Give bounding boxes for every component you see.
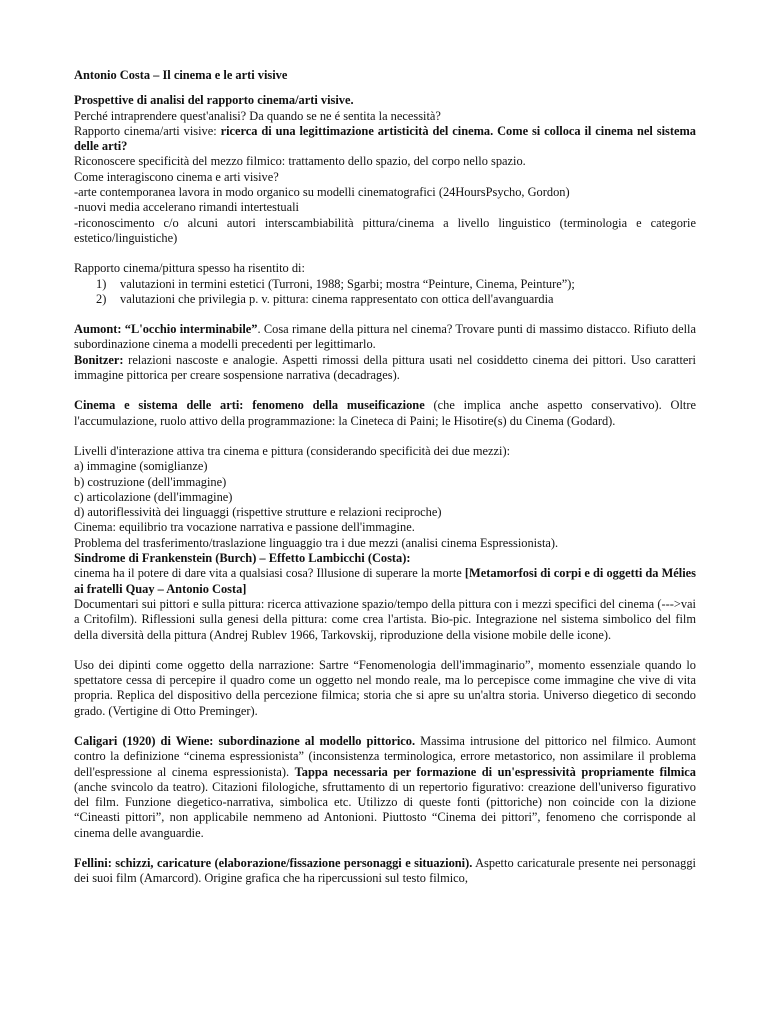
section-caligari	[74, 734, 696, 841]
paragraph: Fellini: schizzi, caricature (elaborazione/fissazione personaggi e situazioni). Aspetto caricaturale presente nei personaggi dei suoi film (Amarcord). Origine grafica che ha ripercussioni sul testo filmico,	[74, 856, 696, 886]
paragraph-line: b) costruzione (dell'immagine)	[74, 474, 227, 489]
section-heading: Prospettive di analisi del rapporto cinema/arti visive.	[74, 93, 354, 108]
list-item: 2) valutazioni che privilegia p. v. pittura: cinema rappresentato con ottica dell'avanguardia	[96, 291, 554, 306]
paragraph-line: Problema del trasferimento/traslazione linguaggio tra i due mezzi (analisi cinema Espressionista).	[74, 535, 559, 550]
paragraph-line: Riconoscere specificità del mezzo filmico: trattamento dello spazio, del corpo nello spazio.	[74, 154, 526, 169]
section-heading: Sindrome di Frankenstein (Burch) – Effetto Lambicchi (Costa):	[74, 551, 411, 566]
paragraph-line: -arte contemporanea lavora in modo organico su modelli cinematografici (24HoursPsycho, Gordon)	[74, 185, 570, 200]
numbered-list	[74, 277, 696, 308]
paragraph-line: c) articolazione (dell'immagine)	[74, 489, 233, 504]
paragraph-line: Rapporto cinema/arti visive: ricerca di una legittimazione artisticità del cinema. Come si colloca il cinema nel sistema delle arti?	[74, 123, 696, 154]
section-dipinti	[74, 658, 696, 719]
paragraph-line: a) immagine (somiglianze)	[74, 459, 208, 474]
paragraph-line: Perché intraprendere quest'analisi? Da quando se ne é sentita la necessità?	[74, 108, 441, 123]
paragraph: Caligari (1920) di Wiene: subordinazione al modello pittorico. Massima intrusione del pittorico nel filmico. Aumont contro la definizione “cinema espressionista” (inconsistenza terminologica, errore metastorico, non assimilare il problema dell'espressione al cinema espressionista). Tappa necessaria per formazione di un'espressività propriamente filmica (anche svincolo da teatro). Citazioni filologiche, sfruttamento di un repertorio figurativo: creazione dell'universo figurativo del film. Funzione diegetico-narrativa, simbolica etc. Utilizzo di queste fonti (pittoriche) non coincide con la dizione “Cineasti pittori”, non applicabile nemmeno ad Antonioni. Piuttosto “Cinema dei pittori”, fenomeno che corrisponde al cinema delle avanguardie.	[74, 733, 697, 840]
paragraph: Uso dei dipinti come oggetto della narrazione: Sartre “Fenomenologia dell'immaginario”, momento essenziale quando lo spettatore cessa di percepire il quadro come un oggetto nel mondo reale, ma lo percepisce come immagine che vive di vita propria. Replica del dispositivo della percezione filmica; storia che si apre su un'altra storia. Universo diegetico di secondo grado. (Vertigine di Otto Preminger).	[74, 657, 696, 718]
paragraph: Cinema e sistema delle arti: fenomeno della museificazione (che implica anche aspetto conservativo). Oltre l'accumulazione, ruolo attivo della programmazione: la Cineteca di Paini; le Hisotire(s) du Cinema (Godard).	[74, 398, 697, 428]
paragraph-line: Rapporto cinema/pittura spesso ha risentito di:	[74, 261, 305, 276]
section-prospettive	[74, 93, 696, 246]
section-aumont-bonitzer	[74, 322, 696, 383]
paragraph: Bonitzer: relazioni nascoste e analogie. Aspetti rimossi della pittura usati nel cosiddetto cinema dei pittori. Uso caratteri immagine pittorica per creare sospensione narrativa (decadrages).	[74, 352, 696, 383]
document-title: Antonio Costa – Il cinema e le arti visive	[74, 68, 288, 82]
list-item: 1) valutazioni in termini estetici (Turroni, 1988; Sgarbi; mostra “Peinture, Cinema, Peinture”);	[96, 276, 575, 291]
section-rapporto	[74, 261, 696, 307]
paragraph-line: d) autoriflessività dei linguaggi (rispettive strutture e relazioni reciproche)	[74, 505, 442, 520]
paragraph-line: -nuovi media accelerano rimandi intertestuali	[74, 200, 300, 215]
paragraph-line: -riconoscimento c/o alcuni autori interscambiabilità pittura/cinema a livello linguistico (terminologia e categorie estetico/linguistiche)	[74, 215, 696, 245]
section-livelli	[74, 444, 696, 643]
paragraph: cinema ha il potere di dare vita a qualsiasi cosa? Illusione di superare la morte [Metamorfosi di corpi e di oggetti da Mélies ai fratelli Quay – Antonio Costa]	[74, 566, 697, 596]
document-page	[74, 68, 696, 887]
paragraph-line: Cinema: equilibrio tra vocazione narrativa e passione dell'immagine.	[74, 520, 415, 535]
paragraph-line: Come interagiscono cinema e arti visive?	[74, 169, 279, 184]
paragraph: Aumont: “L'occhio interminabile”. Cosa rimane della pittura nel cinema? Trovare punti di massimo distacco. Rifiuto della subordinazione cinema a modelli precedenti per legittimarlo.	[74, 322, 697, 352]
section-fellini	[74, 856, 696, 887]
paragraph-line: Livelli d'interazione attiva tra cinema e pittura (considerando specificità dei due mezzi):	[74, 443, 511, 458]
section-museificazione	[74, 398, 696, 429]
paragraph: Documentari sui pittori e sulla pittura: ricerca attivazione spazio/tempo della pittura con i mezzi specifici del cinema (--->vai a Critofilm). Riflessioni sulla genesi della pittura: come crea l'artista. Bio-pic. Integrazione nel sistema simbolico del film della diversità della pittura (Andrej Rublev 1966, Tarkovskij, riproduzione della visione mobile delle icone).	[74, 596, 696, 642]
